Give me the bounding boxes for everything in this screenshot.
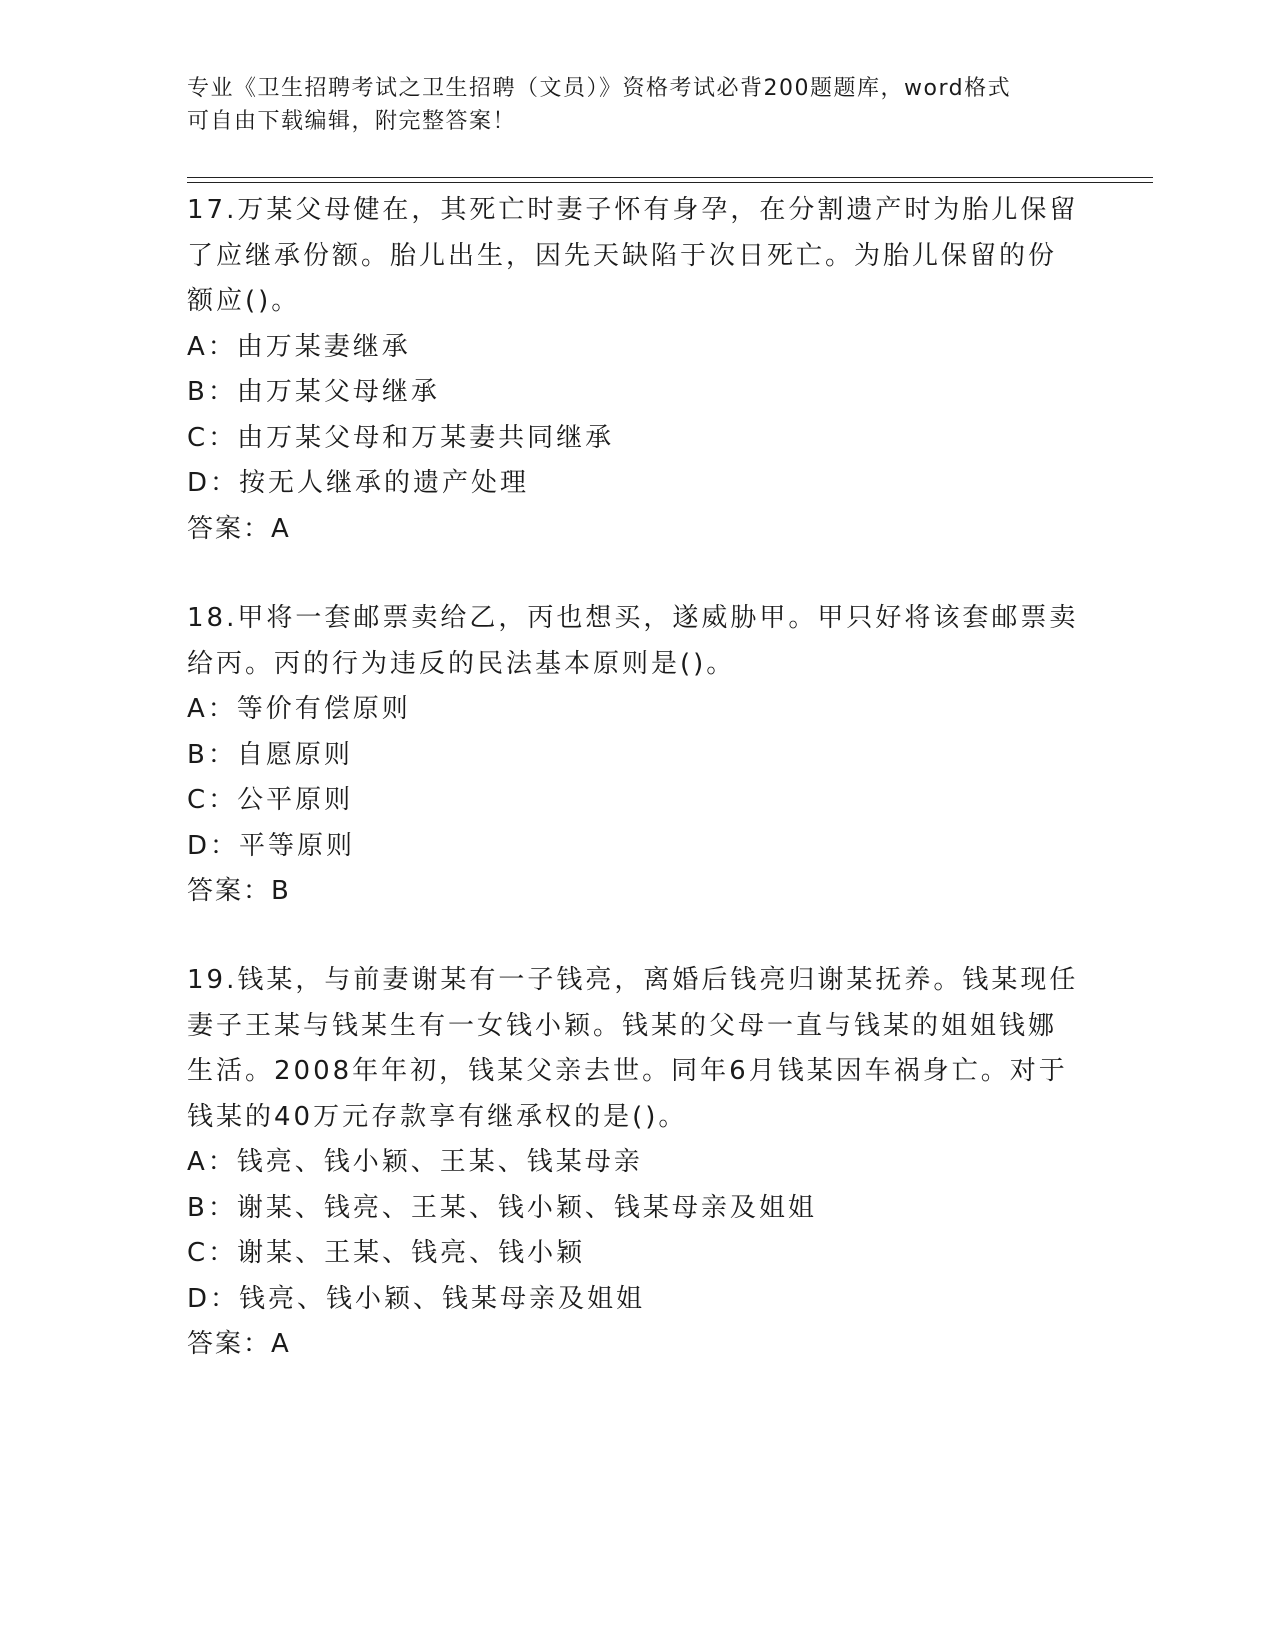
question-stem xyxy=(187,958,1087,1140)
stem-line: 给丙。丙的行为违反的民法基本原则是()。 xyxy=(187,648,736,679)
answer: 答案：B xyxy=(187,876,291,906)
header-divider-top xyxy=(187,177,1153,178)
option-b: B：由万某父母继承 xyxy=(187,377,440,407)
question-18 xyxy=(187,596,1087,915)
question-stem xyxy=(187,596,1087,687)
answer: 答案：A xyxy=(187,513,291,544)
answer: 答案：A xyxy=(187,1329,291,1359)
option-c: C：谢某、王某、钱亮、钱小颖 xyxy=(187,1238,586,1268)
stem-line: 钱某的40万元存款享有继承权的是()。 xyxy=(187,1101,688,1132)
option-a: A：等价有偿原则 xyxy=(187,694,411,724)
option-d: D：平等原则 xyxy=(187,830,356,861)
stem-line: 生活。2008年年初，钱某父亲去世。同年6月钱某因车祸身亡。对于 xyxy=(187,1056,1068,1086)
stem-line: 18.甲将一套邮票卖给乙，丙也想买，遂威胁甲。甲只好将该套邮票卖 xyxy=(187,603,1079,633)
header-divider-bottom xyxy=(187,182,1153,183)
question-19 xyxy=(187,958,1087,1368)
option-a: A：由万某妻继承 xyxy=(187,331,411,362)
question-stem xyxy=(187,188,1087,325)
stem-line: 19.钱某，与前妻谢某有一子钱亮，离婚后钱亮归谢某抚养。钱某现任 xyxy=(187,965,1079,995)
stem-line: 了应继承份额。胎儿出生，因先天缺陷于次日死亡。为胎儿保留的份 xyxy=(187,240,1058,271)
option-d: D：钱亮、钱小颖、钱某母亲及姐姐 xyxy=(187,1283,646,1314)
header-line-1: 专业《卫生招聘考试之卫生招聘（文员）》资格考试必背200题题库，word格式 xyxy=(187,76,1012,101)
option-c: C：公平原则 xyxy=(187,785,354,815)
option-b: B：谢某、钱亮、王某、钱小颖、钱某母亲及姐姐 xyxy=(187,1192,817,1223)
stem-line: 额应()。 xyxy=(187,286,301,316)
option-d: D：按无人继承的遗产处理 xyxy=(187,468,530,498)
option-b: B：自愿原则 xyxy=(187,739,353,770)
stem-line: 妻子王某与钱某生有一女钱小颖。钱某的父母一直与钱某的姐姐钱娜 xyxy=(187,1010,1058,1041)
stem-line: 17.万某父母健在，其死亡时妻子怀有身孕，在分割遗产时为胎儿保留 xyxy=(187,195,1079,225)
option-c: C：由万某父母和万某妻共同继承 xyxy=(187,422,615,453)
header-line-2: 可自由下载编辑，附完整答案！ xyxy=(187,109,517,134)
document-header xyxy=(187,72,1067,138)
option-a: A：钱亮、钱小颖、王某、钱某母亲 xyxy=(187,1147,643,1177)
question-17 xyxy=(187,188,1087,552)
